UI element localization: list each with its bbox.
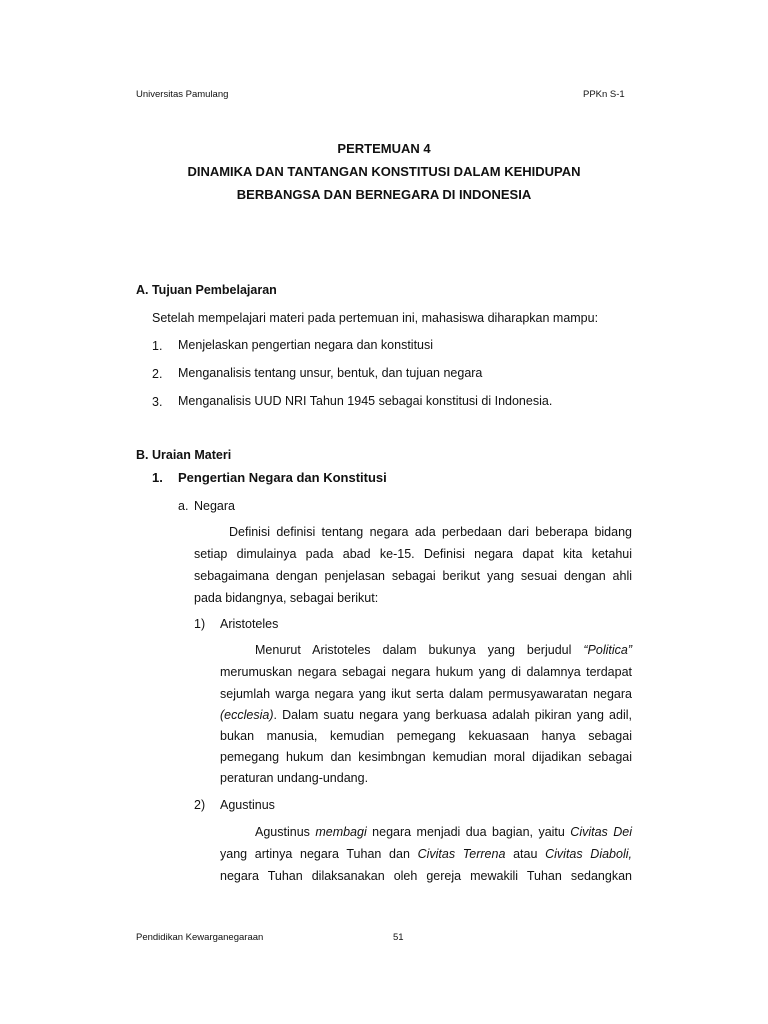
objective-number: 3. <box>152 395 163 409</box>
page-number: 51 <box>393 932 404 943</box>
objective-number: 1. <box>152 339 163 353</box>
negara-para-line: Definisi definisi tentang negara ada perbedaan dari beberapa bidang <box>229 525 632 539</box>
aristoteles-para-line: peraturan undang-undang. <box>220 771 369 785</box>
negara-para-line: sebagaimana dengan penjelasan sebagai berikut yang sesuai dengan ahli <box>194 569 632 583</box>
aristoteles-para-line: bukan manusia, kemudian pemegang kekuasaan hanya sebagai <box>220 729 632 743</box>
aristoteles-para-line: (ecclesia). Dalam suatu negara yang berkuasa adalah pikiran yang adil, <box>220 708 632 722</box>
section-a-heading: A. Tujuan Pembelajaran <box>136 283 277 297</box>
subsection-number: 1. <box>152 470 163 485</box>
agustinus-para-line: Agustinus membagi negara menjadi dua bagian, yaitu Civitas Dei <box>255 825 632 839</box>
expert-name: Agustinus <box>220 798 275 812</box>
footer-course-name: Pendidikan Kewarganegaraan <box>136 932 264 943</box>
objective-item: Menganalisis UUD NRI Tahun 1945 sebagai konstitusi di Indonesia. <box>178 394 553 408</box>
topic-title-line1: DINAMIKA DAN TANTANGAN KONSTITUSI DALAM KEHIDUPAN <box>187 164 581 179</box>
section-b-heading: B. Uraian Materi <box>136 448 232 462</box>
section-a-intro: Setelah mempelajari materi pada pertemuan ini, mahasiswa diharapkan mampu: <box>152 311 599 325</box>
objective-number: 2. <box>152 367 163 381</box>
aristoteles-para-line: sejumlah warga negara yang ikut serta dalam permusyawaratan negara <box>220 687 632 701</box>
negara-para-line: pada bidangnya, sebagai berikut: <box>194 591 379 605</box>
subitem-title: Negara <box>194 499 235 513</box>
expert-number: 1) <box>194 617 206 631</box>
header-institution: Universitas Pamulang <box>136 89 229 100</box>
aristoteles-para-line: Menurut Aristoteles dalam bukunya yang berjudul “Politica” <box>255 643 632 657</box>
agustinus-para-line: yang artinya negara Tuhan dan Civitas Terrena atau Civitas Diaboli, <box>220 847 632 861</box>
expert-number: 2) <box>194 798 206 812</box>
meeting-title: PERTEMUAN 4 <box>337 141 431 156</box>
negara-para-line: setiap dimulainya pada abad ke-15. Definisi negara dapat kita ketahui <box>194 547 632 561</box>
agustinus-para-line: negara Tuhan dilaksanakan oleh gereja mewakili Tuhan sedangkan <box>220 869 632 883</box>
aristoteles-para-line: merumuskan negara sebagai negara hukum yang di dalamnya terdapat <box>220 665 632 679</box>
subsection-title: Pengertian Negara dan Konstitusi <box>178 470 387 485</box>
aristoteles-para-line: pemegang hukum dan kesimbngan kemudian moral dijadikan sebagai <box>220 750 632 764</box>
header-course: PPKn S-1 <box>583 89 625 100</box>
expert-name: Aristoteles <box>220 617 279 631</box>
objective-item: Menjelaskan pengertian negara dan konstitusi <box>178 338 434 352</box>
subitem-label: a. <box>178 499 189 513</box>
objective-item: Menganalisis tentang unsur, bentuk, dan tujuan negara <box>178 366 483 380</box>
topic-title-line2: BERBANGSA DAN BERNEGARA DI INDONESIA <box>236 187 532 202</box>
